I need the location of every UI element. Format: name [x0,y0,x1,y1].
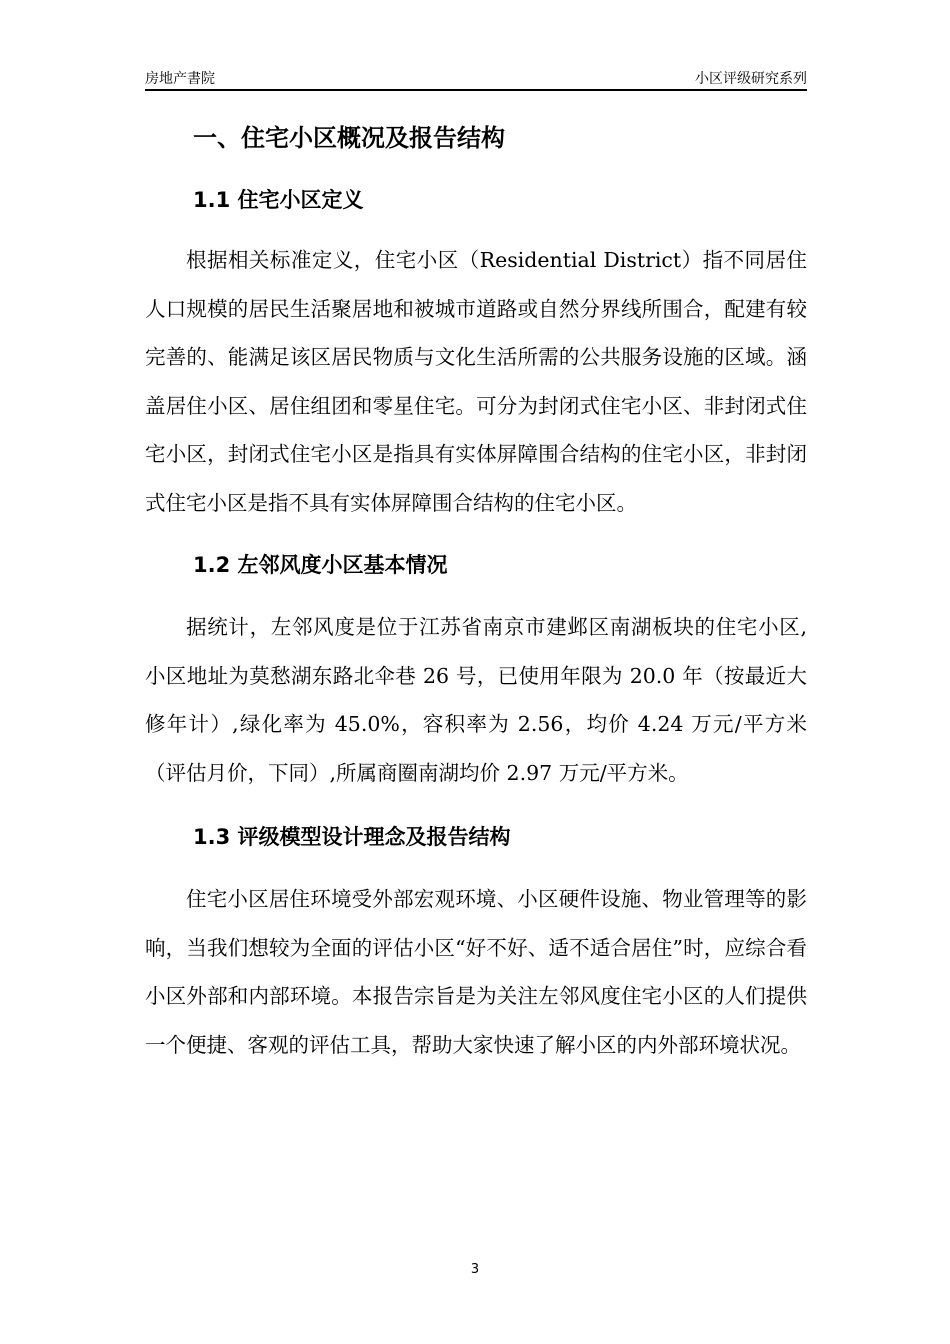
header-publisher: 房地产書院 [145,71,215,87]
page-number: 3 [470,1262,480,1277]
header-divider [145,89,807,91]
header-series-title: 小区评级研究系列 [695,71,807,87]
page-header [145,66,807,88]
subsection-title-1-2: 1.2 左邻风度小区基本情况 [193,553,448,577]
paragraph-basic-info: 据统计，左邻风度是位于江苏省南京市建邺区南湖板块的住宅小区,小区地址为莫愁湖东路北伞巷 26 号，已使用年限为 20.0 年（按最近大修年计）,绿化率为 45.0%，容积率为 2.56，均价 4.24 万元/平方米（评估月价，下同）,所属商圈南湖均价 2.97 万元/平方米。 [145,615,807,785]
section-title: 一、住宅小区概况及报告结构 [193,124,505,152]
subsection-title-1-3: 1.3 评级模型设计理念及报告结构 [193,825,511,849]
paragraph-model-design: 住宅小区居住环境受外部宏观环境、小区硬件设施、物业管理等的影响，当我们想较为全面的评估小区“好不好、适不适合居住”时，应综合看小区外部和内部环境。本报告宗旨是为关注左邻风度住宅小区的人们提供一个便捷、客观的评估工具，帮助大家快速了解小区的内外部环境状况。 [145,887,807,1057]
paragraph-definition: 根据相关标准定义，住宅小区（Residential District）指不同居住人口规模的居民生活聚居地和被城市道路或自然分界线所围合，配建有较完善的、能满足该区居民物质与文化生活所需的公共服务设施的区域。涵盖居住小区、居住组团和零星住宅。可分为封闭式住宅小区、非封闭式住宅小区，封闭式住宅小区是指具有实体屏障围合结构的住宅小区，非封闭式住宅小区是指不具有实体屏障围合结构的住宅小区。 [145,248,807,515]
document-body [145,116,807,1069]
subsection-title-1-1: 1.1 住宅小区定义 [193,188,364,212]
